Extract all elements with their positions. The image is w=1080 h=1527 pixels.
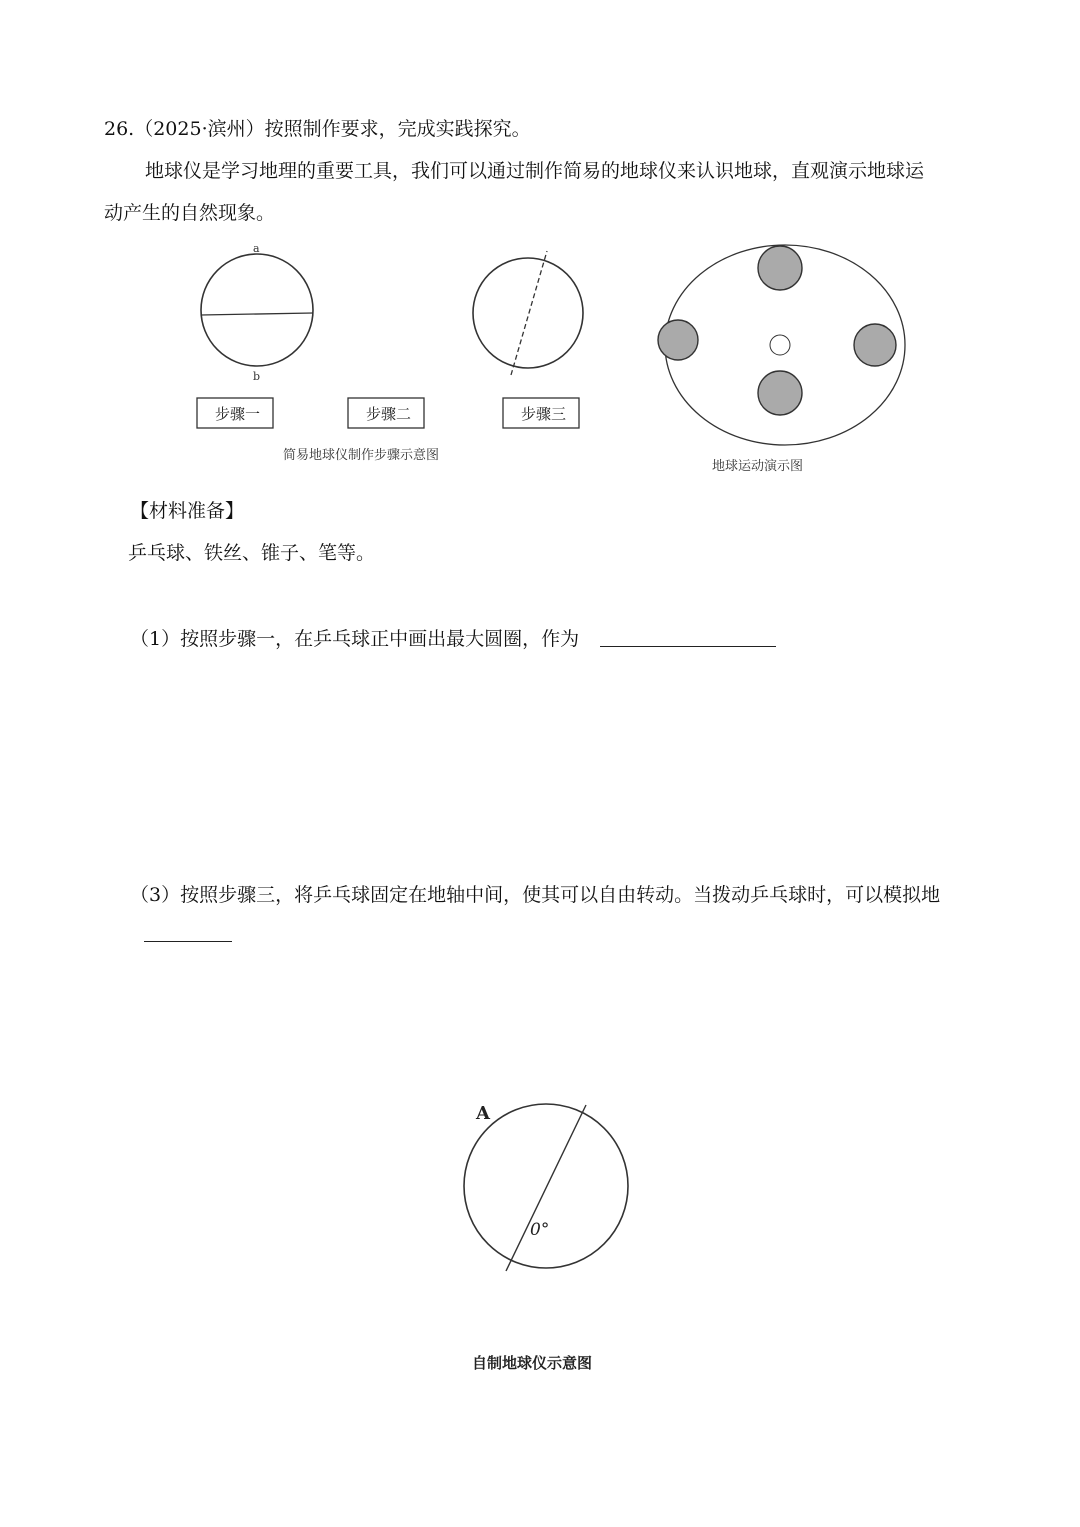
intro-2: 动产生的自然现象。 [104, 202, 276, 224]
fig-steps-caption: 简易地球仪制作步骤示意图 [283, 448, 440, 463]
q1-blank-1[interactable] [600, 646, 776, 647]
step3-label: 步骤三 [521, 405, 567, 423]
fig-globe-caption: 自制地球仪示意图 [472, 1354, 593, 1372]
point-a-label: A [476, 1103, 490, 1124]
fig-globe [460, 1095, 660, 1375]
question-title: 26.（2025·滨州）按照制作要求，完成实践探究。 [104, 118, 531, 140]
q1-line1: （1）按照步骤一，在乒乓球正中画出最大圆圈，作为 [130, 628, 580, 650]
materials-heading: 【材料准备】 [130, 500, 245, 522]
q3-blank[interactable] [144, 941, 232, 942]
fig-steps [195, 235, 615, 470]
step1-label: 步骤一 [215, 405, 261, 423]
intro-1: 地球仪是学习地理的重要工具，我们可以通过制作简易的地球仪来认识地球，直观演示地球运 [145, 160, 925, 182]
materials-list: 乒乓球、铁丝、锥子、笔等。 [128, 542, 376, 564]
fig-motion [650, 230, 930, 480]
svg-text:a: a [253, 242, 260, 255]
fig-motion-caption: 地球运动演示图 [712, 459, 804, 474]
equator-label: 0° [530, 1220, 550, 1240]
step2-label: 步骤二 [366, 405, 412, 423]
svg-text:b: b [253, 370, 261, 383]
q3-line1: （3）按照步骤三，将乒乓球固定在地轴中间，使其可以自由转动。当拨动乒乓球时，可以模拟地 [130, 884, 941, 906]
